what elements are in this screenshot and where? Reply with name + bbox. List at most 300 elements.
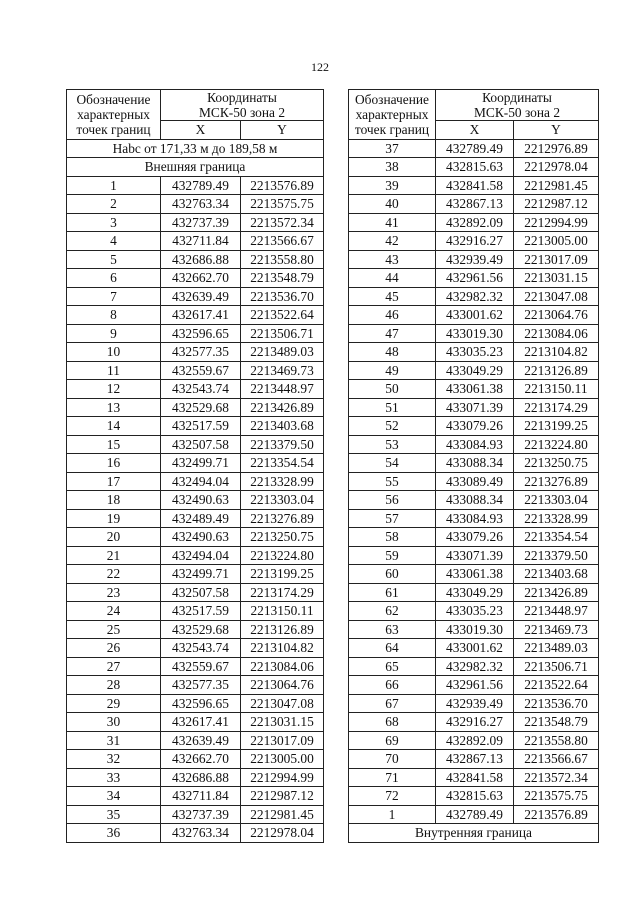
height-note: Нabс от 171,33 м до 189,58 м bbox=[67, 139, 324, 158]
x-coordinate: 432490.63 bbox=[161, 491, 241, 510]
x-coordinate: 433019.30 bbox=[436, 324, 514, 343]
x-coordinate: 432617.41 bbox=[161, 713, 241, 732]
table-row bbox=[349, 269, 599, 288]
x-coordinate: 432489.49 bbox=[161, 509, 241, 528]
x-coordinate: 432867.13 bbox=[436, 750, 514, 769]
y-coordinate: 2213403.68 bbox=[514, 565, 599, 584]
point-number: 12 bbox=[67, 380, 161, 399]
table-row bbox=[67, 417, 324, 436]
y-coordinate: 2213005.00 bbox=[241, 750, 324, 769]
table-row bbox=[349, 528, 599, 547]
x-coordinate: 432916.27 bbox=[436, 713, 514, 732]
point-number: 37 bbox=[349, 139, 436, 158]
x-coordinate: 432867.13 bbox=[436, 195, 514, 214]
x-coordinate: 432815.63 bbox=[436, 158, 514, 177]
outer-boundary-label: Внешняя граница bbox=[67, 158, 324, 177]
point-number: 70 bbox=[349, 750, 436, 769]
y-coordinate: 2212987.12 bbox=[514, 195, 599, 214]
point-number: 7 bbox=[67, 287, 161, 306]
point-number: 64 bbox=[349, 639, 436, 658]
y-coordinate: 2213199.25 bbox=[514, 417, 599, 436]
x-coordinate: 432841.58 bbox=[436, 768, 514, 787]
x-coordinate: 433089.49 bbox=[436, 472, 514, 491]
x-coordinate: 432737.39 bbox=[161, 805, 241, 824]
header-x: X bbox=[436, 121, 514, 140]
x-coordinate: 432711.84 bbox=[161, 232, 241, 251]
point-number: 4 bbox=[67, 232, 161, 251]
point-number: 32 bbox=[67, 750, 161, 769]
y-coordinate: 2213536.70 bbox=[514, 694, 599, 713]
x-coordinate: 433079.26 bbox=[436, 417, 514, 436]
table-row bbox=[349, 546, 599, 565]
table-row bbox=[67, 546, 324, 565]
x-coordinate: 432763.34 bbox=[161, 824, 241, 843]
y-coordinate: 2213566.67 bbox=[241, 232, 324, 251]
y-coordinate: 2212976.89 bbox=[514, 139, 599, 158]
header-designation: Обозначение характерных точек границ bbox=[67, 90, 161, 140]
table-row bbox=[349, 694, 599, 713]
table-row bbox=[67, 676, 324, 695]
point-number: 17 bbox=[67, 472, 161, 491]
y-coordinate: 2213017.09 bbox=[514, 250, 599, 269]
x-coordinate: 433061.38 bbox=[436, 565, 514, 584]
x-coordinate: 432916.27 bbox=[436, 232, 514, 251]
x-coordinate: 433061.38 bbox=[436, 380, 514, 399]
x-coordinate: 432577.35 bbox=[161, 676, 241, 695]
table-row bbox=[67, 232, 324, 251]
point-number: 63 bbox=[349, 620, 436, 639]
y-coordinate: 2213150.11 bbox=[241, 602, 324, 621]
point-number: 2 bbox=[67, 195, 161, 214]
table-row bbox=[349, 232, 599, 251]
x-coordinate: 433084.93 bbox=[436, 509, 514, 528]
y-coordinate: 2213558.80 bbox=[241, 250, 324, 269]
x-coordinate: 432639.49 bbox=[161, 287, 241, 306]
y-coordinate: 2213576.89 bbox=[514, 805, 599, 824]
point-number: 58 bbox=[349, 528, 436, 547]
table-row bbox=[349, 713, 599, 732]
point-number: 55 bbox=[349, 472, 436, 491]
page-number: 122 bbox=[311, 60, 329, 74]
point-number: 27 bbox=[67, 657, 161, 676]
y-coordinate: 2213522.64 bbox=[241, 306, 324, 325]
point-number: 59 bbox=[349, 546, 436, 565]
table-row bbox=[349, 195, 599, 214]
table-row bbox=[67, 657, 324, 676]
table-row bbox=[349, 287, 599, 306]
y-coordinate: 2212994.99 bbox=[514, 213, 599, 232]
x-coordinate: 432711.84 bbox=[161, 787, 241, 806]
table-row bbox=[67, 768, 324, 787]
y-coordinate: 2213575.75 bbox=[514, 787, 599, 806]
table-row bbox=[67, 213, 324, 232]
table-row bbox=[349, 139, 599, 158]
point-number: 11 bbox=[67, 361, 161, 380]
y-coordinate: 2213150.11 bbox=[514, 380, 599, 399]
point-number: 71 bbox=[349, 768, 436, 787]
x-coordinate: 432789.49 bbox=[436, 139, 514, 158]
point-number: 25 bbox=[67, 620, 161, 639]
y-coordinate: 2212987.12 bbox=[241, 787, 324, 806]
y-coordinate: 2213064.76 bbox=[241, 676, 324, 695]
x-coordinate: 432517.59 bbox=[161, 417, 241, 436]
y-coordinate: 2213276.89 bbox=[514, 472, 599, 491]
y-coordinate: 2213506.71 bbox=[241, 324, 324, 343]
table-row bbox=[67, 805, 324, 824]
table-row bbox=[349, 731, 599, 750]
y-coordinate: 2213250.75 bbox=[514, 454, 599, 473]
table-row bbox=[349, 398, 599, 417]
coordinates-table-right bbox=[348, 89, 599, 843]
x-coordinate: 432517.59 bbox=[161, 602, 241, 621]
table-row bbox=[349, 657, 599, 676]
point-number: 14 bbox=[67, 417, 161, 436]
y-coordinate: 2212978.04 bbox=[241, 824, 324, 843]
point-number: 16 bbox=[67, 454, 161, 473]
y-coordinate: 2213328.99 bbox=[514, 509, 599, 528]
x-coordinate: 432617.41 bbox=[161, 306, 241, 325]
table-row bbox=[349, 676, 599, 695]
table-row bbox=[67, 398, 324, 417]
x-coordinate: 432892.09 bbox=[436, 213, 514, 232]
coordinates-table-left bbox=[66, 89, 324, 843]
x-coordinate: 432543.74 bbox=[161, 639, 241, 658]
table-row bbox=[67, 435, 324, 454]
table-row bbox=[67, 824, 324, 843]
point-number: 9 bbox=[67, 324, 161, 343]
y-coordinate: 2213104.82 bbox=[514, 343, 599, 362]
header-coordinates: Координаты МСК-50 зона 2 bbox=[161, 90, 324, 121]
table-row bbox=[349, 491, 599, 510]
y-coordinate: 2213224.80 bbox=[514, 435, 599, 454]
x-coordinate: 432939.49 bbox=[436, 694, 514, 713]
y-coordinate: 2213064.76 bbox=[514, 306, 599, 325]
table-row bbox=[67, 694, 324, 713]
point-number: 19 bbox=[67, 509, 161, 528]
table-row bbox=[349, 380, 599, 399]
point-number: 62 bbox=[349, 602, 436, 621]
table-right-body bbox=[349, 90, 599, 843]
y-coordinate: 2213174.29 bbox=[241, 583, 324, 602]
y-coordinate: 2213566.67 bbox=[514, 750, 599, 769]
table-row bbox=[67, 750, 324, 769]
y-coordinate: 2213005.00 bbox=[514, 232, 599, 251]
y-coordinate: 2213250.75 bbox=[241, 528, 324, 547]
table-row bbox=[349, 435, 599, 454]
x-coordinate: 432789.49 bbox=[436, 805, 514, 824]
x-coordinate: 432961.56 bbox=[436, 269, 514, 288]
point-number: 60 bbox=[349, 565, 436, 584]
point-number: 48 bbox=[349, 343, 436, 362]
x-coordinate: 432529.68 bbox=[161, 398, 241, 417]
table-row bbox=[349, 361, 599, 380]
x-coordinate: 433049.29 bbox=[436, 583, 514, 602]
point-number: 24 bbox=[67, 602, 161, 621]
point-number: 69 bbox=[349, 731, 436, 750]
y-coordinate: 2213047.08 bbox=[241, 694, 324, 713]
y-coordinate: 2213506.71 bbox=[514, 657, 599, 676]
table-row bbox=[67, 491, 324, 510]
table-row bbox=[67, 195, 324, 214]
x-coordinate: 432543.74 bbox=[161, 380, 241, 399]
table-row bbox=[67, 583, 324, 602]
point-number: 45 bbox=[349, 287, 436, 306]
x-coordinate: 432737.39 bbox=[161, 213, 241, 232]
y-coordinate: 2212994.99 bbox=[241, 768, 324, 787]
y-coordinate: 2213558.80 bbox=[514, 731, 599, 750]
y-coordinate: 2213199.25 bbox=[241, 565, 324, 584]
table-row bbox=[67, 528, 324, 547]
point-number: 34 bbox=[67, 787, 161, 806]
table-row bbox=[349, 417, 599, 436]
x-coordinate: 432961.56 bbox=[436, 676, 514, 695]
table-row bbox=[67, 787, 324, 806]
y-coordinate: 2213379.50 bbox=[514, 546, 599, 565]
table-row bbox=[349, 343, 599, 362]
x-coordinate: 432596.65 bbox=[161, 324, 241, 343]
point-number: 38 bbox=[349, 158, 436, 177]
y-coordinate: 2212978.04 bbox=[514, 158, 599, 177]
point-number: 10 bbox=[67, 343, 161, 362]
point-number: 18 bbox=[67, 491, 161, 510]
y-coordinate: 2213084.06 bbox=[241, 657, 324, 676]
point-number: 43 bbox=[349, 250, 436, 269]
table-row bbox=[67, 620, 324, 639]
x-coordinate: 432499.71 bbox=[161, 454, 241, 473]
point-number: 36 bbox=[67, 824, 161, 843]
point-number: 46 bbox=[349, 306, 436, 325]
x-coordinate: 432559.67 bbox=[161, 361, 241, 380]
y-coordinate: 2213469.73 bbox=[514, 620, 599, 639]
point-number: 67 bbox=[349, 694, 436, 713]
y-coordinate: 2213489.03 bbox=[241, 343, 324, 362]
point-number: 47 bbox=[349, 324, 436, 343]
x-coordinate: 432639.49 bbox=[161, 731, 241, 750]
table-row bbox=[349, 768, 599, 787]
y-coordinate: 2213354.54 bbox=[241, 454, 324, 473]
point-number: 23 bbox=[67, 583, 161, 602]
x-coordinate: 432892.09 bbox=[436, 731, 514, 750]
point-number: 41 bbox=[349, 213, 436, 232]
x-coordinate: 433088.34 bbox=[436, 491, 514, 510]
point-number: 26 bbox=[67, 639, 161, 658]
table-row bbox=[349, 602, 599, 621]
x-coordinate: 432529.68 bbox=[161, 620, 241, 639]
table-row bbox=[349, 176, 599, 195]
y-coordinate: 2213489.03 bbox=[514, 639, 599, 658]
table-row bbox=[349, 509, 599, 528]
point-number: 8 bbox=[67, 306, 161, 325]
y-coordinate: 2213084.06 bbox=[514, 324, 599, 343]
table-row bbox=[349, 639, 599, 658]
y-coordinate: 2213575.75 bbox=[241, 195, 324, 214]
table-row bbox=[349, 565, 599, 584]
y-coordinate: 2213276.89 bbox=[241, 509, 324, 528]
y-coordinate: 2212981.45 bbox=[514, 176, 599, 195]
x-coordinate: 433001.62 bbox=[436, 639, 514, 658]
point-number: 44 bbox=[349, 269, 436, 288]
x-coordinate: 432499.71 bbox=[161, 565, 241, 584]
x-coordinate: 432596.65 bbox=[161, 694, 241, 713]
point-number: 66 bbox=[349, 676, 436, 695]
y-coordinate: 2213448.97 bbox=[514, 602, 599, 621]
x-coordinate: 432490.63 bbox=[161, 528, 241, 547]
y-coordinate: 2213031.15 bbox=[241, 713, 324, 732]
point-number: 28 bbox=[67, 676, 161, 695]
point-number: 39 bbox=[349, 176, 436, 195]
x-coordinate: 433035.23 bbox=[436, 343, 514, 362]
x-coordinate: 432789.49 bbox=[161, 176, 241, 195]
point-number: 40 bbox=[349, 195, 436, 214]
point-number: 15 bbox=[67, 435, 161, 454]
x-coordinate: 432982.32 bbox=[436, 287, 514, 306]
y-coordinate: 2213536.70 bbox=[241, 287, 324, 306]
y-coordinate: 2213017.09 bbox=[241, 731, 324, 750]
table-row bbox=[67, 176, 324, 195]
table-row bbox=[349, 787, 599, 806]
table-row bbox=[349, 620, 599, 639]
x-coordinate: 433071.39 bbox=[436, 546, 514, 565]
table-row bbox=[67, 454, 324, 473]
x-coordinate: 432982.32 bbox=[436, 657, 514, 676]
x-coordinate: 433079.26 bbox=[436, 528, 514, 547]
x-coordinate: 432577.35 bbox=[161, 343, 241, 362]
point-number: 1 bbox=[67, 176, 161, 195]
y-coordinate: 2213426.89 bbox=[514, 583, 599, 602]
y-coordinate: 2212981.45 bbox=[241, 805, 324, 824]
table-row bbox=[67, 361, 324, 380]
y-coordinate: 2213469.73 bbox=[241, 361, 324, 380]
y-coordinate: 2213224.80 bbox=[241, 546, 324, 565]
x-coordinate: 433049.29 bbox=[436, 361, 514, 380]
y-coordinate: 2213426.89 bbox=[241, 398, 324, 417]
point-number: 3 bbox=[67, 213, 161, 232]
table-row bbox=[67, 287, 324, 306]
header-designation: Обозначение характерных точек границ bbox=[349, 90, 436, 140]
table-row bbox=[67, 269, 324, 288]
table-row bbox=[67, 343, 324, 362]
table-row bbox=[349, 805, 599, 824]
table-row bbox=[349, 213, 599, 232]
table-row bbox=[67, 250, 324, 269]
x-coordinate: 433035.23 bbox=[436, 602, 514, 621]
x-coordinate: 432662.70 bbox=[161, 269, 241, 288]
point-number: 30 bbox=[67, 713, 161, 732]
point-number: 51 bbox=[349, 398, 436, 417]
table-left-body bbox=[67, 90, 324, 843]
header-coordinates: Координаты МСК-50 зона 2 bbox=[436, 90, 599, 121]
x-coordinate: 432559.67 bbox=[161, 657, 241, 676]
table-row bbox=[67, 731, 324, 750]
x-coordinate: 433001.62 bbox=[436, 306, 514, 325]
point-number: 65 bbox=[349, 657, 436, 676]
table-row bbox=[67, 602, 324, 621]
table-row bbox=[349, 306, 599, 325]
table-row bbox=[349, 250, 599, 269]
x-coordinate: 432686.88 bbox=[161, 768, 241, 787]
y-coordinate: 2213126.89 bbox=[514, 361, 599, 380]
point-number: 61 bbox=[349, 583, 436, 602]
table-row bbox=[67, 639, 324, 658]
x-coordinate: 432841.58 bbox=[436, 176, 514, 195]
y-coordinate: 2213104.82 bbox=[241, 639, 324, 658]
header-y: Y bbox=[241, 121, 324, 140]
point-number: 72 bbox=[349, 787, 436, 806]
point-number: 53 bbox=[349, 435, 436, 454]
point-number: 1 bbox=[349, 805, 436, 824]
table-row bbox=[349, 583, 599, 602]
x-coordinate: 432507.58 bbox=[161, 435, 241, 454]
point-number: 52 bbox=[349, 417, 436, 436]
table-row bbox=[67, 306, 324, 325]
point-number: 54 bbox=[349, 454, 436, 473]
point-number: 49 bbox=[349, 361, 436, 380]
x-coordinate: 432494.04 bbox=[161, 472, 241, 491]
table-row bbox=[349, 454, 599, 473]
y-coordinate: 2213126.89 bbox=[241, 620, 324, 639]
table-row bbox=[67, 713, 324, 732]
y-coordinate: 2213174.29 bbox=[514, 398, 599, 417]
table-row bbox=[349, 750, 599, 769]
y-coordinate: 2213522.64 bbox=[514, 676, 599, 695]
x-coordinate: 433019.30 bbox=[436, 620, 514, 639]
x-coordinate: 432686.88 bbox=[161, 250, 241, 269]
point-number: 21 bbox=[67, 546, 161, 565]
table-row bbox=[67, 324, 324, 343]
point-number: 22 bbox=[67, 565, 161, 584]
y-coordinate: 2213047.08 bbox=[514, 287, 599, 306]
y-coordinate: 2213548.79 bbox=[241, 269, 324, 288]
point-number: 29 bbox=[67, 694, 161, 713]
y-coordinate: 2213572.34 bbox=[514, 768, 599, 787]
x-coordinate: 432939.49 bbox=[436, 250, 514, 269]
y-coordinate: 2213303.04 bbox=[514, 491, 599, 510]
x-coordinate: 433088.34 bbox=[436, 454, 514, 473]
y-coordinate: 2213403.68 bbox=[241, 417, 324, 436]
y-coordinate: 2213448.97 bbox=[241, 380, 324, 399]
point-number: 5 bbox=[67, 250, 161, 269]
point-number: 57 bbox=[349, 509, 436, 528]
x-coordinate: 432507.58 bbox=[161, 583, 241, 602]
point-number: 56 bbox=[349, 491, 436, 510]
y-coordinate: 2213548.79 bbox=[514, 713, 599, 732]
y-coordinate: 2213031.15 bbox=[514, 269, 599, 288]
x-coordinate: 432815.63 bbox=[436, 787, 514, 806]
header-y: Y bbox=[514, 121, 599, 140]
y-coordinate: 2213576.89 bbox=[241, 176, 324, 195]
x-coordinate: 432662.70 bbox=[161, 750, 241, 769]
table-row bbox=[67, 565, 324, 584]
x-coordinate: 432494.04 bbox=[161, 546, 241, 565]
point-number: 50 bbox=[349, 380, 436, 399]
y-coordinate: 2213354.54 bbox=[514, 528, 599, 547]
point-number: 20 bbox=[67, 528, 161, 547]
inner-boundary-label: Внутренняя граница bbox=[349, 824, 599, 843]
table-row bbox=[67, 472, 324, 491]
y-coordinate: 2213572.34 bbox=[241, 213, 324, 232]
point-number: 68 bbox=[349, 713, 436, 732]
table-row bbox=[349, 158, 599, 177]
x-coordinate: 432763.34 bbox=[161, 195, 241, 214]
header-x: X bbox=[161, 121, 241, 140]
table-row bbox=[67, 509, 324, 528]
point-number: 13 bbox=[67, 398, 161, 417]
point-number: 33 bbox=[67, 768, 161, 787]
table-row bbox=[67, 380, 324, 399]
point-number: 31 bbox=[67, 731, 161, 750]
point-number: 6 bbox=[67, 269, 161, 288]
point-number: 35 bbox=[67, 805, 161, 824]
